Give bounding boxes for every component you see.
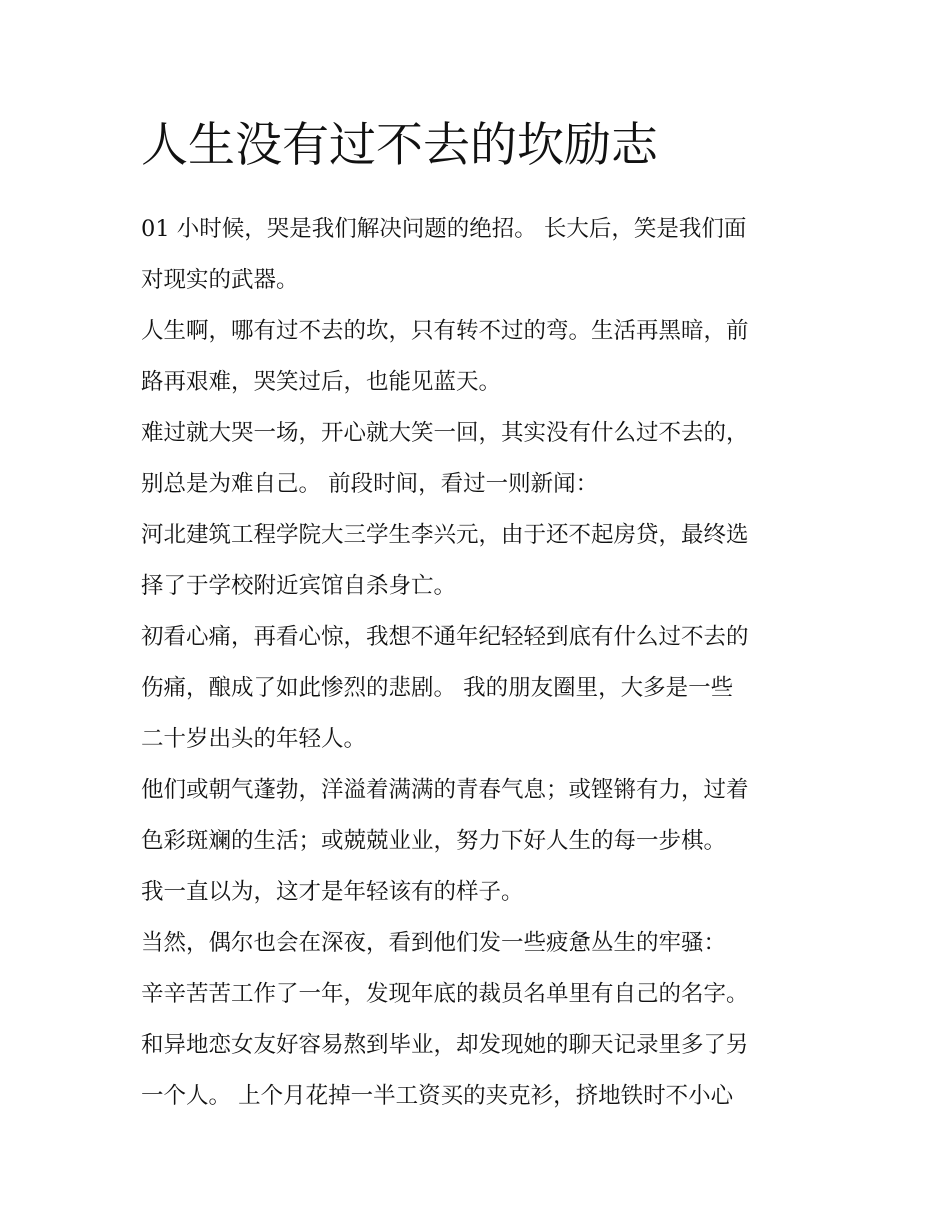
text-line: 伤痛，酿成了如此惨烈的悲剧。 我的朋友圈里，大多是一些 (141, 675, 734, 701)
text-line: 别总是为难自己。 前段时间，看过一则新闻： (141, 471, 599, 497)
text-line: 初看心痛，再看心惊，我想不通年纪轻轻到底有什么过不去的 (141, 624, 749, 650)
text-line: 我一直以为，这才是年轻该有的样子。 (141, 879, 524, 905)
text-line: 择了于学校附近宾馆自杀身亡。 (141, 573, 457, 599)
text-line: 对现实的武器。 (141, 267, 299, 293)
text-line: 路再艰难，哭笑过后，也能见蓝天。 (141, 369, 502, 395)
text-line: 他们或朝气蓬勃，洋溢着满满的青春气息；或铿锵有力，过着 (141, 777, 749, 803)
document-title: 人生没有过不去的坎励志 (141, 118, 658, 173)
text-line: 和异地恋女友好容易熬到毕业，却发现她的聊天记录里多了另 (141, 1032, 749, 1058)
text-line: 难过就大哭一场，开心就大笑一回，其实没有什么过不去的， (141, 420, 749, 446)
text-line: 人生啊，哪有过不去的坎，只有转不过的弯。生活再黑暗，前 (141, 318, 749, 344)
text-line: 二十岁出头的年轻人。 (141, 726, 367, 752)
text-line: 一个人。 上个月花掉一半工资买的夹克衫，挤地铁时不小心 (141, 1083, 734, 1109)
document-content (141, 112, 817, 1122)
text-line: 河北建筑工程学院大三学生李兴元，由于还不起房贷，最终选 (141, 522, 749, 548)
text-line: 当然，偶尔也会在深夜，看到他们发一些疲惫丛生的牢骚： (141, 930, 727, 956)
text-line: 辛辛苦苦工作了一年，发现年底的裁员名单里有自己的名字。 (141, 981, 749, 1007)
document-body (141, 204, 817, 1122)
text-line: 01 小时候，哭是我们解决问题的绝招。 长大后，笑是我们面 (141, 216, 747, 242)
text-line: 色彩斑斓的生活；或兢兢业业，努力下好人生的每一步棋。 (141, 828, 727, 854)
